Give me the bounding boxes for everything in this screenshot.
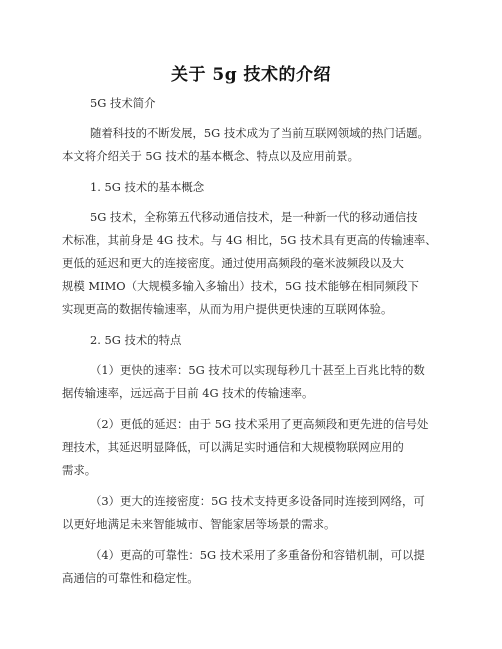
feature-item-line: （2）更低的延迟：由于 5G 技术采用了更高频段和更先进的信号处 — [90, 417, 429, 431]
paragraph-line: 实现更高的数据传输速率，从而为用户提供更快速的互联网体验。 — [62, 302, 393, 316]
feature-item-line: （4）更高的可靠性：5G 技术采用了多重备份和容错机制，可以提 — [90, 548, 425, 562]
feature-item-line: 理技术，其延迟明显降低，可以满足实时通信和大规模物联网应用的 — [62, 440, 404, 454]
feature-item-line: 以更好地满足未来智能城市、智能家居等场景的需求。 — [62, 517, 336, 531]
feature-item-line: 高通信的可靠性和稳定性。 — [62, 571, 199, 585]
paragraph-line: 随着科技的不断发展，5G 技术成为了当前互联网领域的热门话题。 — [90, 126, 429, 140]
paragraph-line: 更低的延迟和更大的连接密度。通过使用高频段的毫米波频段以及大 — [62, 256, 404, 270]
paragraph-line: 本文将介绍关于 5G 技术的基本概念、特点以及应用前景。 — [62, 149, 359, 163]
feature-item-line: 据传输速率，远远高于目前 4G 技术的传输速率。 — [62, 386, 314, 400]
feature-item-line: （3）更大的连接密度：5G 技术支持更多设备同时连接到网络，可 — [90, 494, 425, 508]
paragraph-line: 术标准，其前身是 4G 技术。与 4G 相比，5G 技术具有更高的传输速率、 — [62, 233, 437, 247]
section-heading-intro: 5G 技术简介 — [90, 96, 156, 110]
feature-item-line: （1）更快的速率：5G 技术可以实现每秒几十甚至上百兆比特的数 — [90, 363, 425, 377]
paragraph-line: 规模 MIMO（大规模多输入多输出）技术，5G 技术能够在相同频段下 — [62, 279, 419, 293]
section-heading-concept: 1. 5G 技术的基本概念 — [90, 180, 205, 194]
paragraph-line: 5G 技术，全称第五代移动通信技术，是一种新一代的移动通信技 — [90, 210, 418, 224]
document-title: 关于 5g 技术的介绍 — [170, 65, 332, 85]
feature-item-line: 需求。 — [62, 463, 97, 477]
section-heading-features: 2. 5G 技术的特点 — [90, 333, 182, 347]
